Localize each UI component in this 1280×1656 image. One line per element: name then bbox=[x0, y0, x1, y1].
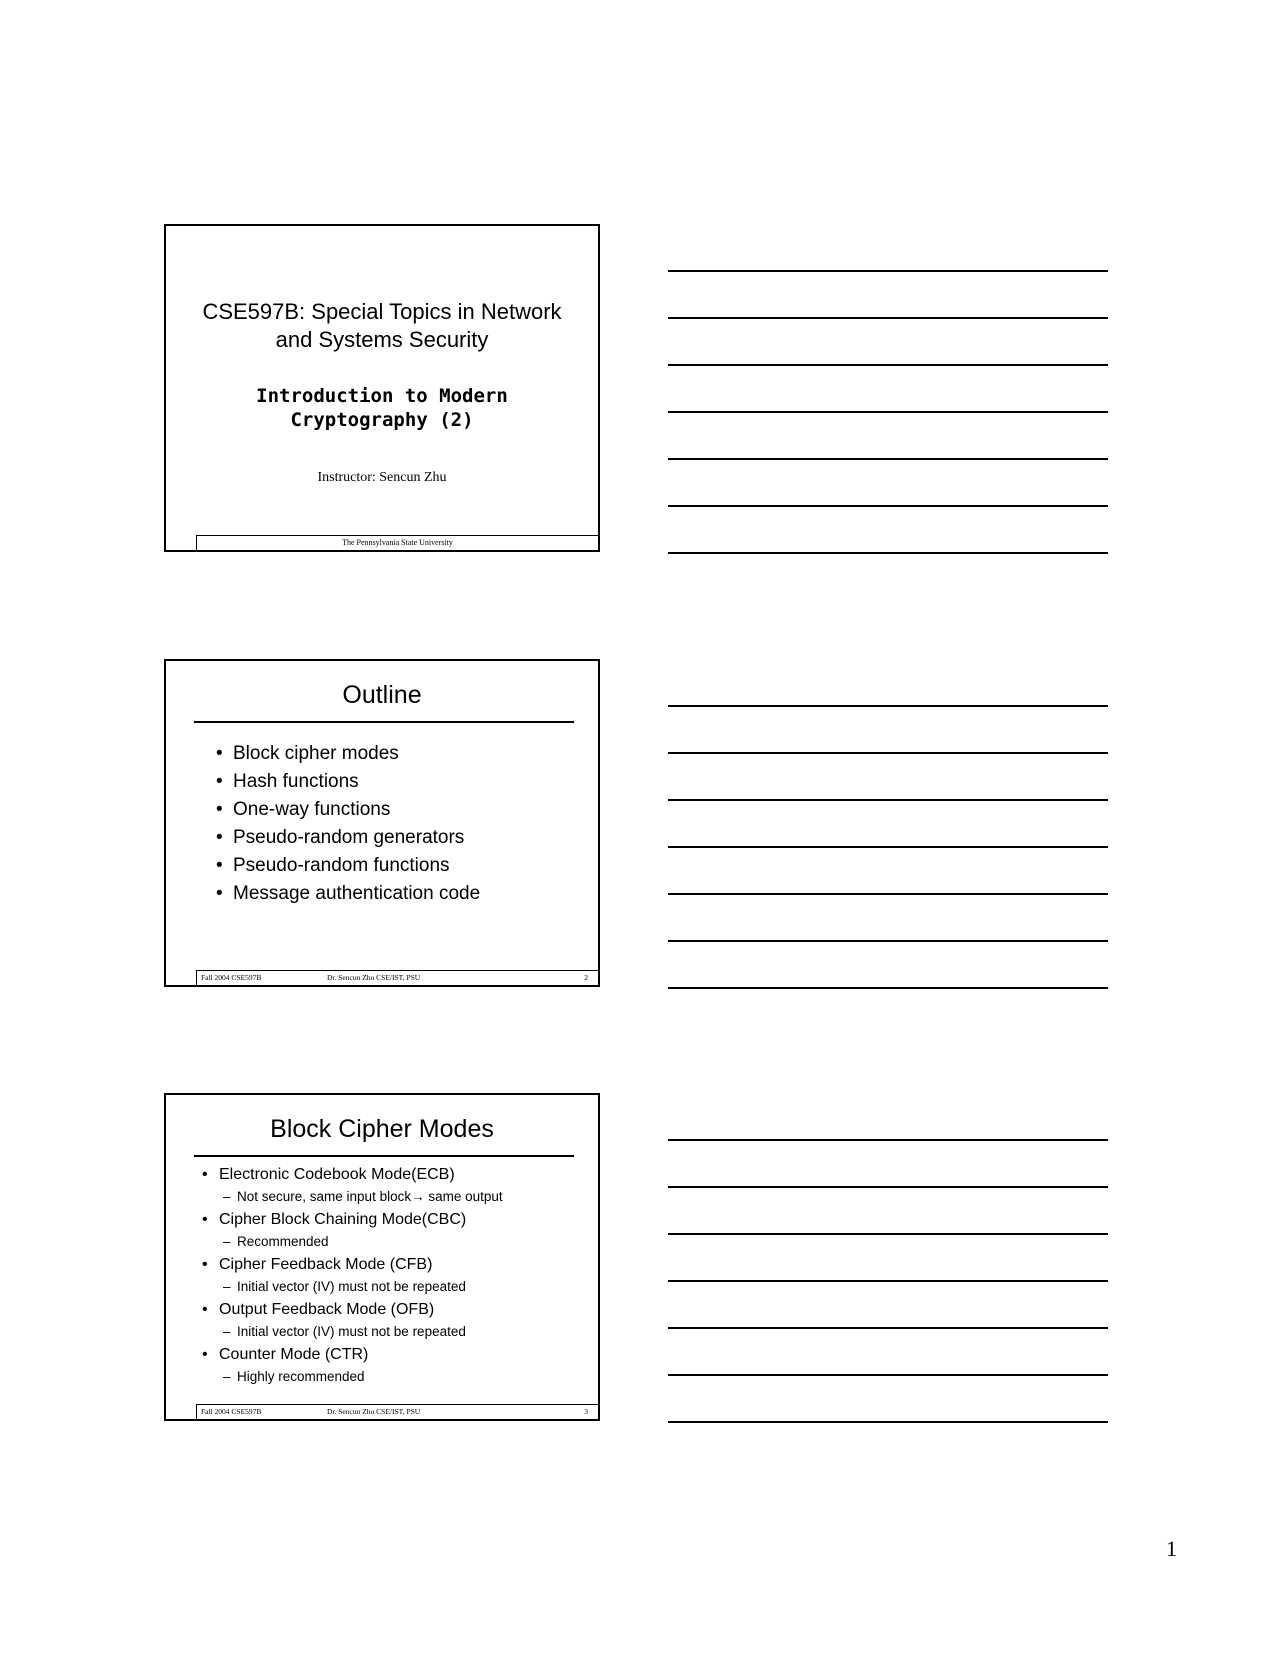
notes-line bbox=[668, 940, 1108, 942]
list-item: • Pseudo-random functions bbox=[216, 852, 480, 880]
page-number: 1 bbox=[1166, 1536, 1177, 1561]
sub-item-text: Initial vector (IV) must not be repeated bbox=[237, 1324, 466, 1339]
title-divider bbox=[194, 1155, 574, 1157]
course-title-line-2: and Systems Security bbox=[275, 327, 489, 352]
notes-line bbox=[668, 458, 1108, 460]
slide-footer bbox=[196, 1404, 598, 1419]
lecture-subtitle-line-1: Introduction to Modern bbox=[256, 385, 508, 407]
list-item: • Cipher Block Chaining Mode(CBC) bbox=[202, 1208, 503, 1231]
notes-line bbox=[668, 411, 1108, 413]
footer-author: Dr. Sencun Zhu CSE/IST, PSU bbox=[327, 1407, 421, 1416]
course-title-line-1: CSE597B: Special Topics in Network bbox=[202, 299, 562, 324]
footer-slide-number: 3 bbox=[584, 1407, 588, 1416]
lecture-subtitle bbox=[166, 384, 598, 432]
sub-item-text: Highly recommended bbox=[237, 1369, 365, 1384]
slide-title: Block Cipher Modes bbox=[270, 1115, 494, 1143]
footer-slide-number: 2 bbox=[584, 973, 588, 982]
sub-item bbox=[202, 1366, 503, 1388]
notes-line bbox=[668, 1327, 1108, 1329]
notes-line bbox=[668, 987, 1108, 989]
notes-line bbox=[668, 1421, 1108, 1423]
notes-line bbox=[668, 1374, 1108, 1376]
instructor-line: Instructor: Sencun Zhu bbox=[317, 470, 447, 485]
footer-course: Fall 2004 CSE597B bbox=[201, 973, 262, 982]
notes-line bbox=[668, 505, 1108, 507]
sub-item bbox=[202, 1321, 503, 1343]
sub-item-text: Initial vector (IV) must not be repeated bbox=[237, 1279, 466, 1294]
slide-3-block-cipher-modes bbox=[164, 1093, 600, 1421]
slide-footer: The Pennsylvania State University bbox=[196, 535, 598, 550]
slide-title: Outline bbox=[342, 681, 422, 709]
list-item: • Pseudo-random generators bbox=[216, 824, 480, 852]
lecture-subtitle-line-2: Cryptography (2) bbox=[290, 409, 474, 431]
outline-list bbox=[216, 740, 480, 908]
notes-line bbox=[668, 270, 1108, 272]
title-divider bbox=[194, 721, 574, 723]
slide-1-title bbox=[164, 224, 600, 552]
sub-item bbox=[202, 1186, 503, 1208]
notes-line bbox=[668, 799, 1108, 801]
notes-line bbox=[668, 1139, 1108, 1141]
sub-item bbox=[202, 1231, 503, 1253]
notes-line bbox=[668, 552, 1108, 554]
notes-line bbox=[668, 1233, 1108, 1235]
slide-2-outline bbox=[164, 659, 600, 987]
list-item: • Hash functions bbox=[216, 768, 480, 796]
notes-line bbox=[668, 752, 1108, 754]
list-item: • Electronic Codebook Mode(ECB) bbox=[202, 1163, 503, 1186]
list-item: • Counter Mode (CTR) bbox=[202, 1343, 503, 1366]
list-item: • Message authentication code bbox=[216, 880, 480, 908]
notes-line bbox=[668, 364, 1108, 366]
sub-item bbox=[202, 1276, 503, 1298]
course-title bbox=[166, 298, 598, 354]
footer-course: Fall 2004 CSE597B bbox=[201, 1407, 262, 1416]
list-item: • Cipher Feedback Mode (CFB) bbox=[202, 1253, 503, 1276]
notes-line bbox=[668, 1280, 1108, 1282]
list-item: • Block cipher modes bbox=[216, 740, 480, 768]
notes-line bbox=[668, 705, 1108, 707]
modes-list bbox=[202, 1163, 503, 1388]
footer-author: Dr. Sencun Zhu CSE/IST, PSU bbox=[327, 973, 421, 982]
sub-item-text: Not secure, same input block→ same output bbox=[237, 1189, 503, 1204]
slide-footer bbox=[196, 970, 598, 985]
notes-line bbox=[668, 846, 1108, 848]
notes-line bbox=[668, 317, 1108, 319]
notes-line bbox=[668, 1186, 1108, 1188]
list-item: • Output Feedback Mode (OFB) bbox=[202, 1298, 503, 1321]
notes-line bbox=[668, 893, 1108, 895]
list-item: • One-way functions bbox=[216, 796, 480, 824]
sub-item-text: Recommended bbox=[237, 1234, 329, 1249]
